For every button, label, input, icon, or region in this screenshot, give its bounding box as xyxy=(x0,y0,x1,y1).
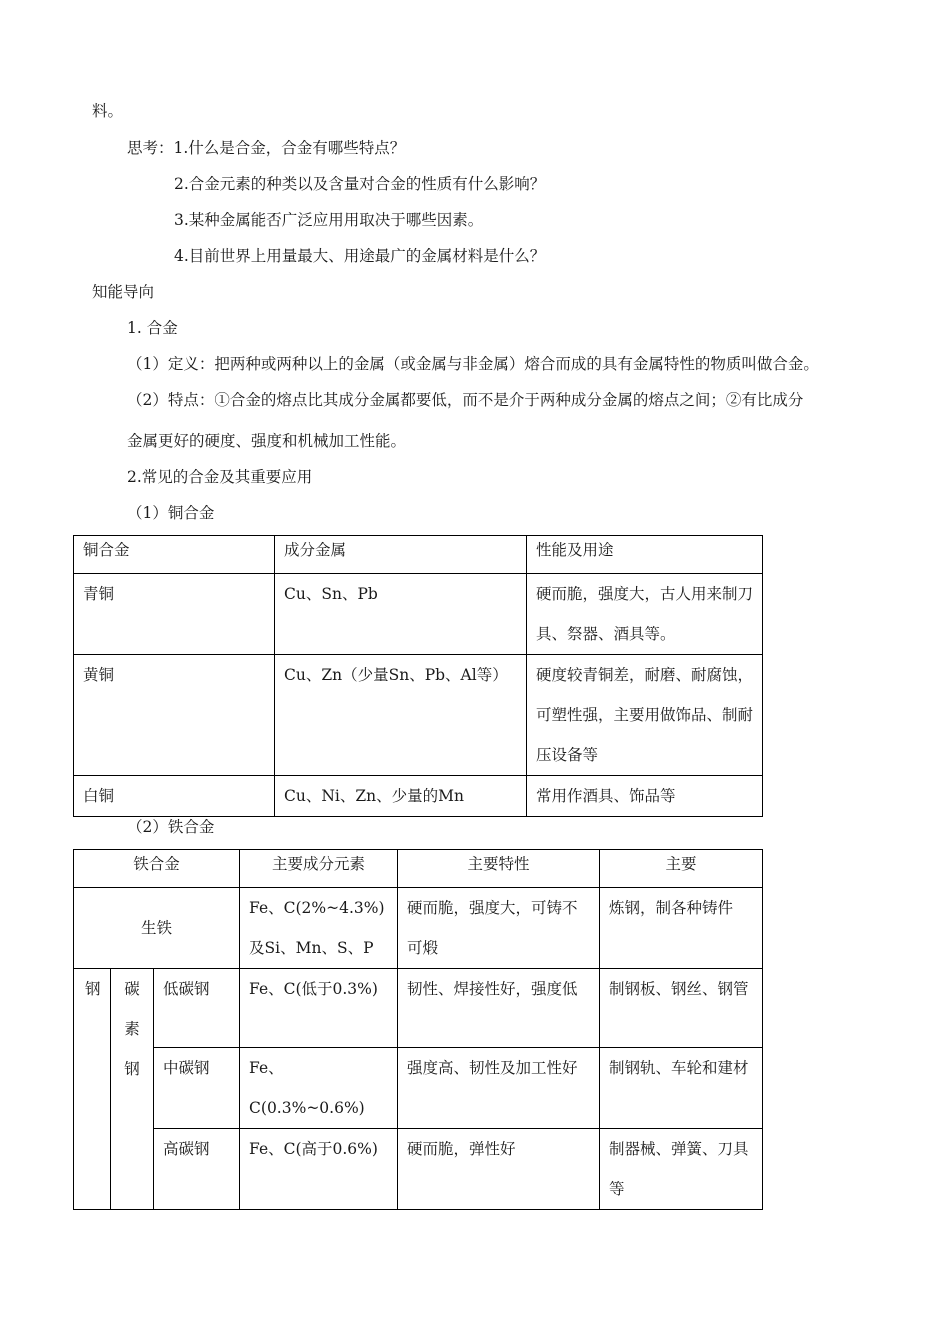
item-2-heading: 2.常见的合金及其重要应用 xyxy=(127,468,313,486)
think-label: 思考： xyxy=(127,139,174,157)
copper-alloy-title: （1）铜合金 xyxy=(127,504,215,522)
item-1-heading: 1. 合金 xyxy=(127,319,178,337)
question-text: 1.什么是合金，合金有哪些特点？ xyxy=(173,139,406,157)
table-row xyxy=(74,969,763,1048)
table-header-row xyxy=(74,850,763,888)
header-cell: 主要成分元素 xyxy=(240,850,398,888)
table-row xyxy=(74,1048,763,1129)
table-row xyxy=(74,888,763,969)
steel-property: 韧性、焊接性好，强度低 xyxy=(398,969,600,1048)
section-title: 知能导向 xyxy=(92,283,155,301)
steel-label-cell xyxy=(74,969,111,1210)
alloy-property: 硬而脆，强度大，可铸不可煅 xyxy=(398,888,600,969)
alloy-use: 硬度较青铜差，耐磨、耐腐蚀，可塑性强，主要用做饰品、制耐压设备等 xyxy=(527,655,763,776)
steel-name: 低碳钢 xyxy=(154,969,240,1048)
table-row xyxy=(74,574,763,655)
alloy-use: 炼钢，制各种铸件 xyxy=(600,888,763,969)
carbon-steel-label: 碳素钢 xyxy=(124,980,140,1078)
alloy-composition: Cu、Sn、Pb xyxy=(275,574,527,655)
header-cell: 成分金属 xyxy=(275,536,527,574)
alloy-composition: Cu、Zn（少量Sn、Pb、Al等） xyxy=(275,655,527,776)
header-cell: 性能及用途 xyxy=(527,536,763,574)
header-cell: 铁合金 xyxy=(74,850,240,888)
header-cell: 铜合金 xyxy=(74,536,275,574)
steel-label: 钢 xyxy=(85,980,101,998)
carbon-steel-label-cell xyxy=(111,969,154,1210)
alloy-composition: Cu、Ni、Zn、少量的Mn xyxy=(275,776,527,817)
alloy-definition: （1）定义：把两种或两种以上的金属（或金属与非金属）熔合而成的具有金属特性的物质叫做合金。 xyxy=(127,355,819,373)
alloy-name: 黄铜 xyxy=(74,655,275,776)
steel-use: 制器械、弹簧、刀具等 xyxy=(600,1129,763,1210)
table-header-row xyxy=(74,536,763,574)
continued-text: 料。 xyxy=(92,102,124,120)
alloy-name: 青铜 xyxy=(74,574,275,655)
steel-property: 强度高、韧性及加工性好 xyxy=(398,1048,600,1129)
table-row xyxy=(74,1129,763,1210)
iron-alloy-table xyxy=(73,849,763,1210)
think-question-4: 4.目前世界上用量最大、用途最广的金属材料是什么？ xyxy=(174,247,546,265)
steel-composition: Fe、C(0.3%~0.6%) xyxy=(240,1048,398,1129)
steel-name: 高碳钢 xyxy=(154,1129,240,1210)
iron-alloy-title: （2）铁合金 xyxy=(127,818,215,836)
alloy-name: 生铁 xyxy=(74,888,240,969)
think-question-1 xyxy=(127,138,405,158)
steel-property: 硬而脆，弹性好 xyxy=(398,1129,600,1210)
table-row xyxy=(74,655,763,776)
steel-composition: Fe、C(低于0.3%) xyxy=(240,969,398,1048)
alloy-use: 常用作酒具、饰品等 xyxy=(527,776,763,817)
header-cell: 主要 xyxy=(600,850,763,888)
alloy-features-line1: （2）特点：①合金的熔点比其成分金属都要低，而不是介于两种成分金属的熔点之间；②有比成分 xyxy=(127,391,804,409)
table-row xyxy=(74,776,763,817)
think-question-3: 3.某种金属能否广泛应用用取决于哪些因素。 xyxy=(174,211,484,229)
steel-name: 中碳钢 xyxy=(154,1048,240,1129)
copper-alloy-table xyxy=(73,535,763,817)
think-question-2: 2.合金元素的种类以及含量对合金的性质有什么影响？ xyxy=(174,175,546,193)
alloy-features-line2: 金属更好的硬度、强度和机械加工性能。 xyxy=(127,432,407,450)
steel-use: 制钢轨、车轮和建材 xyxy=(600,1048,763,1129)
header-cell: 主要特性 xyxy=(398,850,600,888)
steel-composition: Fe、C(高于0.6%) xyxy=(240,1129,398,1210)
alloy-composition: Fe、C(2%~4.3%)及Si、Mn、S、P xyxy=(240,888,398,969)
alloy-use: 硬而脆，强度大，古人用来制刀具、祭器、酒具等。 xyxy=(527,574,763,655)
steel-use: 制钢板、钢丝、钢管 xyxy=(600,969,763,1048)
alloy-name: 白铜 xyxy=(74,776,275,817)
